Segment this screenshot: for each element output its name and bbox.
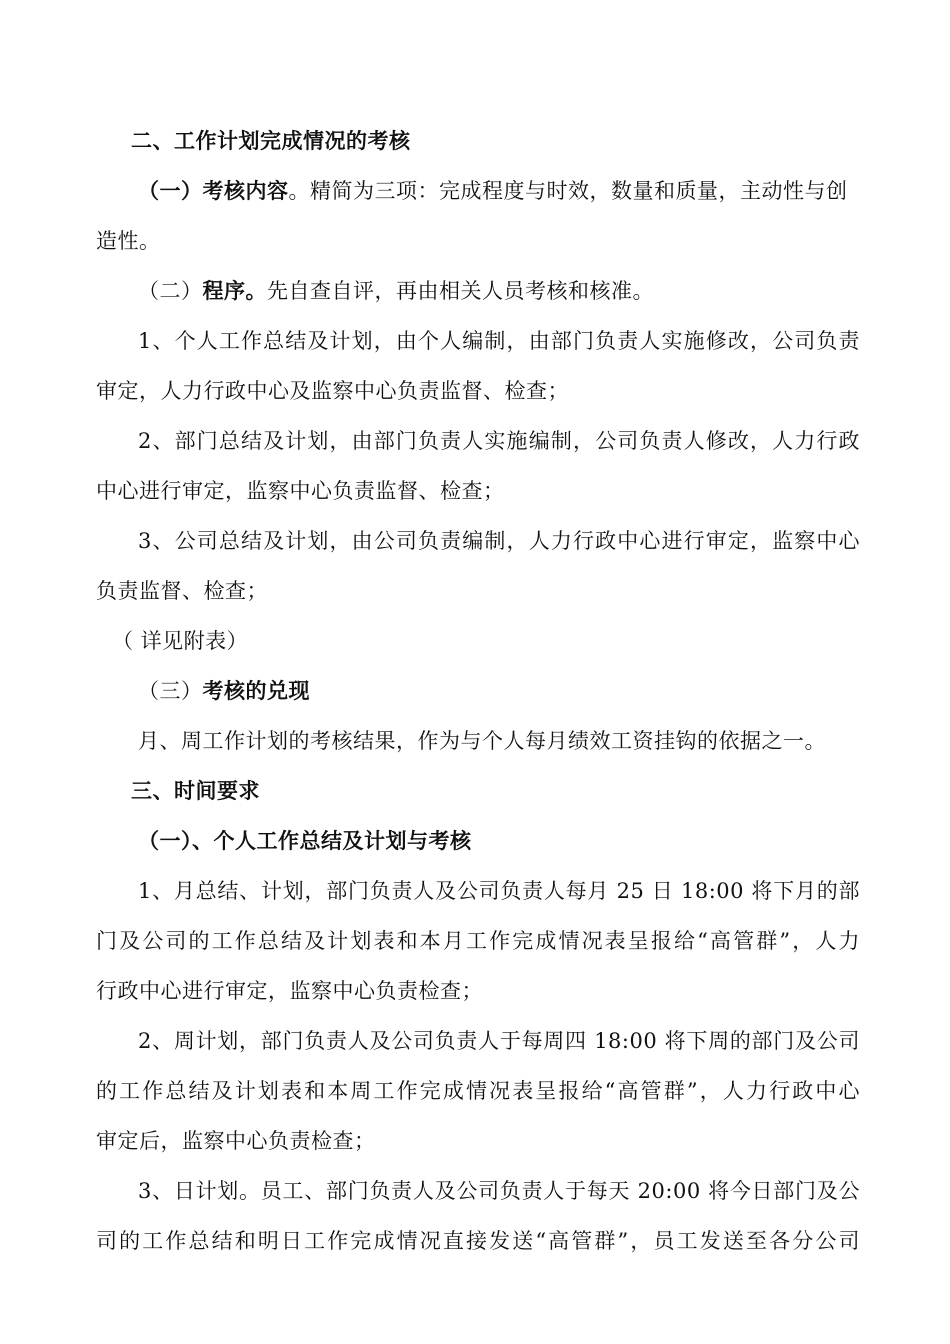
assessment-fulfillment-heading: （三）考核的兑现	[138, 678, 310, 703]
monthly-plan-line-3: 行政中心进行审定，监察中心负责检查；	[96, 979, 483, 1003]
weekly-plan-line-3: 审定后，监察中心负责检查；	[96, 1129, 376, 1153]
daily-plan-line-2: 司的工作总结和明日工作完成情况直接发送“高管群”，员工发送至各分公司	[96, 1229, 860, 1253]
section-2-heading: 二、工作计划完成情况的考核	[131, 128, 411, 153]
see-appendix-note: （ 详见附表）	[112, 629, 249, 653]
assessment-fulfillment-text: 月、周工作计划的考核结果，作为与个人每月绩效工资挂钩的依据之一。	[138, 729, 826, 753]
section-3-heading: 三、时间要求	[131, 778, 260, 803]
weekly-plan-line-2: 的工作总结及计划表和本周工作完成情况表呈报给“高管群”，人力行政中心	[96, 1079, 860, 1103]
procedure-item-1: 1、个人工作总结及计划，由个人编制，由部门负责人实施修改，公司负责	[138, 329, 860, 353]
weekly-plan-paragraph: 2、周计划，部门负责人及公司负责人于每周四 18:00 将下周的部门及公司	[138, 1029, 860, 1053]
procedure-label: 程序。	[202, 278, 267, 303]
monthly-plan-line-2: 门及公司的工作总结及计划表和本月工作完成情况表呈报给“高管群”，人力	[96, 929, 860, 953]
procedure-item-3: 3、公司总结及计划，由公司负责编制，人力行政中心进行审定，监察中心	[138, 529, 860, 553]
procedure-item-2-continued: 中心进行审定，监察中心负责监督、检查；	[96, 479, 505, 503]
procedure-item-2: 2、部门总结及计划，由部门负责人实施编制，公司负责人修改，人力行政	[138, 429, 860, 453]
daily-plan-paragraph: 3、日计划。员工、部门负责人及公司负责人于每天 20:00 将今日部门及公	[138, 1179, 860, 1203]
procedure-paragraph: （二）程序。先自查自评，再由相关人员考核和核准。	[138, 278, 654, 303]
procedure-item-3-continued: 负责监督、检查；	[96, 579, 268, 603]
assessment-fulfillment-label: 考核的兑现	[202, 678, 310, 703]
assessment-content-label: （一）考核内容	[138, 178, 289, 203]
personal-plan-subheading: （一）、个人工作总结及计划与考核	[138, 828, 472, 853]
procedure-item-1-continued: 审定，人力行政中心及监察中心负责监督、检查；	[96, 379, 569, 403]
monthly-plan-paragraph: 1、月总结、计划，部门负责人及公司负责人每月 25 日 18:00 将下月的部	[138, 879, 860, 903]
assessment-content-continued: 造性。	[96, 229, 161, 253]
assessment-content-paragraph: （一）考核内容。精简为三项：完成程度与时效，数量和质量，主动性与创	[138, 178, 848, 203]
